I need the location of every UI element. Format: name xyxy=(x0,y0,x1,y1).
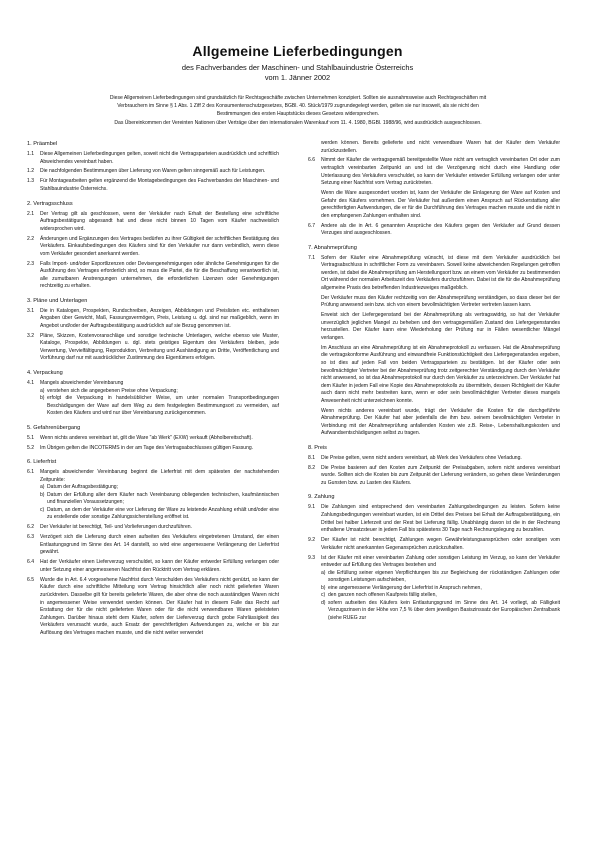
clause xyxy=(27,577,279,637)
clause-text: Für Montagearbeiten gelten ergänzend die Montagebedingungen des Fachverbandes der Maschinen- und Stahlbauindustrie Österreichs. xyxy=(40,178,279,192)
clause xyxy=(27,261,279,291)
sub-clause-letter: b) xyxy=(40,395,45,402)
clause xyxy=(308,255,560,293)
clause xyxy=(308,455,560,463)
clause-number: 6.3 xyxy=(27,534,35,541)
section-heading: 5. Gefahrenübergang xyxy=(27,424,81,431)
intro-line: Bestimmungen des ersten Hauptstücks dieses Gesetzes widersprechen. xyxy=(216,111,380,118)
clause-text: Änderungen und Ergänzungen des Vertrages bedürfen zu ihrer Gültigkeit der schriftlichen Bestätigung des Verkäufers. Einkaufsbedingungen des Käufers sind für den Verkäufer nur dann verbindlich, wenn diese vom Verkäufer gesondert anerkannt werden. xyxy=(40,235,279,257)
clause-number: 8.1 xyxy=(308,454,316,461)
clause-number: 6.2 xyxy=(27,524,35,531)
clause-text: Im Übrigen gelten die INCOTERMS in der am Tage des Vertragsabschlusses gültigen Fassung. xyxy=(40,444,254,451)
clause-number: 5.2 xyxy=(27,444,35,451)
clause-number: 2.1 xyxy=(27,210,35,217)
clause xyxy=(27,211,279,234)
document-subtitle: des Fachverbandes der Maschinen- und Stahlbauindustrie Österreichs xyxy=(181,63,414,72)
clause xyxy=(308,537,560,552)
clause xyxy=(27,445,279,453)
clause-text: Nimmt der Käufer die vertragsgemäß bereitgestellte Ware nicht am vertraglich vereinbarten Ort oder zum vertraglich vereinbarten Zeitpunkt an und ist die Verzögerung nicht durch eine Handlung oder Unterlassung des Verkäufers verschuldet, so kann der Verkäufer entweder Erfüllung verlangen oder unter Setzung einer Nachfrist vom Vertrag zurücktreten. xyxy=(321,157,560,187)
clause-text: Andere als die in Art. 6 genannten Ansprüche des Käufers gegen den Verkäufer auf Grund dessen Verzuges sind ausgeschlossen. xyxy=(321,222,560,237)
clause xyxy=(308,223,560,238)
clause-number: 3.1 xyxy=(27,307,35,314)
clause-text: Der Käufer ist nicht berechtigt, Zahlungen wegen Gewährleistungsansprüchen oder sonstigen vom Verkäufer nicht anerkannten Gegenansprüchen zurückzuhalten. xyxy=(321,537,560,551)
section-heading: 2. Vertragsschluss xyxy=(27,200,73,207)
clause-number: 6.5 xyxy=(27,576,35,583)
clause xyxy=(308,465,560,488)
sub-clause xyxy=(321,570,560,585)
sub-clause xyxy=(40,395,279,418)
intro-line: Diese Allgemeinen Lieferbedingungen sind grundsätzlich für Rechtsgeschäfte zwischen Unternehmen konzipiert. Sollten sie ausnahmsweise auch Rechtsgeschäften mit xyxy=(109,95,487,101)
sub-clause-text: erfolgt die Verpackung in handelsüblicher Weise, um unter normalen Transportbedingungen Beschädigungen der Ware auf dem Weg zu dem festgelegten Bestimmungsort zu vermeiden, auf Kosten des Käufers und wird nur über Vereinbarung zurückgenommen. xyxy=(47,395,279,417)
clause xyxy=(27,559,279,574)
sub-clause xyxy=(40,492,279,507)
clause-number: 6.6 xyxy=(308,157,316,164)
clause-text: Falls Import- und/oder Exportlizenzen oder Devisengenehmigungen oder ähnliche Genehmigungen für die Ausführung des Vertrages erforderlich sind, so muss die Partei, die für die Beschaffung verantwortlich ist, alle zumutbaren Anstrengungen unternehmen, die erforderlichen Lizenzen oder Genehmigungen rechtzeitig zu erhalten. xyxy=(40,260,279,290)
clause xyxy=(27,168,279,176)
sub-clause xyxy=(321,592,560,600)
sub-clause xyxy=(321,585,560,593)
clause-number: 9.2 xyxy=(308,537,316,544)
sub-clause-letter: c) xyxy=(40,506,45,513)
clause-text: Der Verkäufer ist berechtigt, Teil- und Vorlieferungen durchzuführen. xyxy=(40,524,192,531)
clause-text: Diese Allgemeinen Lieferbedingungen gelten, soweit nicht die Vertragsparteien ausdrücklich und schriftlich Abweichendes vereinbart haben. xyxy=(40,151,279,165)
sub-clause-letter: c) xyxy=(321,592,326,599)
clause-text: Mangels abweichender Vereinbarung beginnt die Lieferfrist mit dem spätesten der nachstehenden Zeitpunkte: xyxy=(40,469,279,483)
sub-clause-letter: b) xyxy=(321,584,326,591)
section-heading: 6. Lieferfrist xyxy=(27,459,57,466)
clause-text: Verzögert sich die Lieferung durch einen aufseiten des Verkäufers eingetretenen Umstand, der einen Entlastungsgrund im Sinne des Art. 14 darstellt, so wird eine angemessene Verlängerung der Lieferfrist gewährt. xyxy=(40,534,279,556)
intro-line: Verbrauchern im Sinne § 1 Abs. 1 Ziff 2 des Konsumentenschutzgesetzes, BGBl. 40. Stück/1979 zugrundegelegt werden, gelten sie nur insoweit, als sie nicht den xyxy=(117,103,479,110)
clause-text: Pläne, Skizzen, Kostenvoranschläge und sonstige technische Unterlagen, welche ebenso wie Muster, Kataloge, Prospekte, Abbildungen u. dgl. stets geistiges Eigentum des Verkäufers bleiben, jede Verwertung, Vervielfältigung, Reproduktion, Verbreitung und Aushändigung an Dritte, Veröffentlichung und Vorführung darf nur mit ausdrücklicher Zustimmung des Eigentümers erfolgen. xyxy=(40,332,279,362)
clause-number: 5.1 xyxy=(27,434,35,441)
clause xyxy=(27,333,279,363)
section-heading: 8. Preis xyxy=(308,444,327,451)
clause-paragraph: Wenn nichts anderes vereinbart wurde, trägt der Verkäufer die Kosten für die durchgeführte Abnahmeprüfung. Der Käufer hat aber jedenfalls die ihm bzw. seinem bevollmächtigten Vertreter in Verbindung mit der Abnahmeprüfung anfallenden Kosten wie z.B. Reise-, Lebenshaltungskosten und Aufwandsentschädigungen selbst zu tragen. xyxy=(321,407,560,437)
section-heading: 9. Zahlung xyxy=(308,494,335,501)
sub-clause xyxy=(40,507,279,522)
clause xyxy=(308,555,560,623)
clause-number: 1.3 xyxy=(27,178,35,185)
document-date: vom 1. Jänner 2002 xyxy=(264,73,331,82)
sub-clause-text: sofern aufseiten des Käufers kein Entlastungsgrund im Sinne des Art. 14 vorliegt, ab Fälligkeit Verzugszinsen in der Höhe von 7,5 % über dem jeweiligen Basiszinssatz der Europäischen Zentralbank (siehe RUEG zur xyxy=(328,599,560,621)
clause-body xyxy=(40,380,279,418)
clause xyxy=(27,178,279,193)
section-heading: 7. Abnahmeprüfung xyxy=(308,244,357,251)
clause-text: Ist der Käufer mit einer vereinbarten Zahlung oder sonstigen Leistung im Verzug, so kann der Verkäufer entweder auf Erfüllung des Vertrages bestehen und xyxy=(321,554,560,569)
sub-clause-letter: a) xyxy=(40,387,45,394)
clause xyxy=(308,504,560,534)
sub-clause-text: eine angemessene Verlängerung der Lieferfrist in Anspruch nehmen, xyxy=(328,584,482,591)
section-heading: 3. Pläne und Unterlagen xyxy=(27,297,88,304)
clause-text: Wurde die in Art. 6.4 vorgesehene Nachfrist durch Verschulden des Verkäufers nicht genützt, so kann der Käufer durch eine schriftliche Mitteilung vom Vertrag hinsichtlich aller noch nicht gelieferten Waren zurücktreten. Dasselbe gilt für bereits gelieferte Waren, die aber ohne die noch ausständigen Waren nicht in angemessener Weise verwendet werden können. Der Käufer hat in diesem Falle das Recht auf Erstattung der für die nicht gelieferten Waren oder für die nicht verwendbaren Waren geleisteten Zahlungen. Darüber hinaus steht dem Käufer, sofern der Lieferverzug durch grobe Fahrlässigkeit des Verkäufers verursacht wurde, auch Ersatz der gerechtfertigten Aufwendungen zu, welche er bis zur Auflösung des Vertrages machen musste, und die nicht weiter verwendet xyxy=(40,576,279,636)
document-title: Allgemeine Lieferbedingungen xyxy=(192,43,403,59)
clause xyxy=(27,435,279,443)
sub-clause-letter: b) xyxy=(40,491,45,498)
clause xyxy=(27,236,279,259)
clause-text: Die in Katalogen, Prospekten, Rundschreiben, Anzeigen, Abbildungen und Preislisten etc. enthaltenen Angaben über Gewicht, Maß, Fassungsvermögen, Preis, Leistung u. dgl. sind nur maßgeblich, wenn im Angebot und/oder der Auftragsbestätigung ausdrücklich auf sie Bezug genommen ist. xyxy=(40,307,279,329)
left-column xyxy=(27,140,279,640)
sub-clause xyxy=(321,600,560,623)
clause-number: 9.3 xyxy=(308,554,316,561)
continued-text: werden können. Bereits gelieferte und nicht verwendbare Waren hat der Käufer dem Verkäufer zurückzustellen. xyxy=(321,140,560,154)
sub-clause-text: den ganzen noch offenen Kaufpreis fällig stellen, xyxy=(328,592,437,599)
sub-clause-text: Datum der Erfüllung aller dem Käufer nach Vereinbarung obliegenden technischen, kaufmännischen und finanziellen Voraussetzungen; xyxy=(47,491,279,506)
clause-number: 9.1 xyxy=(308,504,316,511)
clause xyxy=(308,157,560,187)
sub-clause xyxy=(40,388,279,396)
clause-number: 3.2 xyxy=(27,332,35,339)
clause xyxy=(27,380,279,418)
clause xyxy=(27,151,279,166)
clause xyxy=(27,308,279,331)
clause-text: Der Vertrag gilt als geschlossen, wenn der Verkäufer nach Erhalt der Bestellung eine schriftliche Auftragsbestätigung abgesandt hat und diese nicht binnen 10 Tagen vom Käufer nachweislich widersprochen wird. xyxy=(40,210,279,232)
intro-paragraph xyxy=(28,94,568,127)
clause-text: Sofern der Käufer eine Abnahmeprüfung wünscht, ist diese mit dem Verkäufer ausdrücklich bei Vertragsabschluss in schriftlicher Form zu vereinbaren. Soweil keine abweichenden Regelungen getroffen werden, ist dabei die Abnahmeprüfung am Herstellungsort bzw. an einem vom Verkäufer zu bestimmenden Ort während der normalen Arbeitszeit des Verkäufers durchzuführen. Dabei ist die für die Abnahmeprüfung allgemeine Praxis des betreffenden Industriezweiges maßgeblich. xyxy=(321,254,560,291)
clause-paragraph: Der Verkäufer muss den Käufer rechtzeitig von der Abnahmeprüfung verständigen, so dass dieser bei der Prüfung anwesend sein bzw. sich von einem bevollmächtigten Vertreter vertreten lassen kann. xyxy=(321,294,560,309)
section-heading: 4. Verpackung xyxy=(27,369,63,376)
clause-paragraph: Im Anschluss an eine Abnahmeprüfung ist ein Abnahmeprotokoll zu verfassen. Hat die Abnahmeprüfung die vertragskonforme Ausführung und einwandfreie Funktionstüchtigkeit des Liefergegenstandes ergeben, so ist dies auf jeden Fall von beiden Vertragsparteien zu bestätigen. Ist der Käufer oder sein bevollmächtigter Vertreter bei der Abnahmeprüfung trotz zeitgerechter Verständigung durch den Verkäufer nicht anwesend, so ist das Abnahmeprotokoll nur durch den Verkäufer zu unterzeichnen. Der Verkäufer hat dem Käufer in jedem Fall eine Kopie des Abnahmeprotokolls zu übermitteln, dessen Richtigkeit der Käufer auch dann nicht mehr bestreiten kann, wenn er oder sein bevollmächtigter Vertreter dieses mangels Anwesenheit nicht unterzeichnen konnte. xyxy=(321,344,560,404)
sub-clause-text: Datum der Auftragsbestätigung; xyxy=(47,484,118,491)
sub-clause xyxy=(40,484,279,492)
clause-number: 4.1 xyxy=(27,379,35,386)
clause-body xyxy=(321,555,560,623)
clause-number: 6.7 xyxy=(308,222,316,229)
clause-number: 8.2 xyxy=(308,464,316,471)
clause-text: Hat der Verkäufer einen Lieferverzug verschuldet, so kann der Käufer entweder Erfüllung verlangen oder unter Setzung einer angemessenen Nachfrist den Rücktritt vom Vertrag erklären. xyxy=(40,559,279,573)
clause xyxy=(27,469,279,522)
clause-body xyxy=(40,469,279,522)
clause-text: Die Preise gelten, wenn nicht anders vereinbart, ab Werk des Verkäufers ohne Verladung. xyxy=(321,454,522,461)
clause-number: 2.2 xyxy=(27,235,35,242)
clause-text: Mangels abweichender Vereinbarung xyxy=(40,379,124,386)
clause-number: 1.1 xyxy=(27,151,35,157)
clause-number: 6.4 xyxy=(27,559,35,566)
clause-text: Die Preise basieren auf den Kosten zum Zeitpunkt der Preisabgaben, sofern nicht anderes vereinbart wurde. Sollten sich die Kosten bis zum Zeitpunkt der Lieferung verändern, so gehen diese Veränderungen zu Gunsten bzw. zu Lasten des Käufers. xyxy=(321,464,560,486)
right-column xyxy=(308,140,560,625)
clause-paragraph: Erweist sich der Liefergegenstand bei der Abnahmeprüfung als vertragswidrig, so hat der Verkäufer unverzüglich jeglichen Mangel zu beheben und den vertragsgemäßen Zustand des Liefergegenstandes herzustellen. Der Käufer kann eine Wiederholung der Prüfung nur in Fällen wesentlicher Mängel verlangen. xyxy=(321,312,560,341)
clause xyxy=(27,534,279,557)
clause-text: Wenn nichts anderes vereinbart ist, gilt die Ware "ab Werk" (EXW) verkauft (Abholbereitschaft). xyxy=(40,434,253,441)
section-heading: 1. Präambel xyxy=(27,141,58,147)
sub-clause-letter: a) xyxy=(40,484,45,491)
clause-text: Die nachfolgenden Bestimmungen über Lieferung von Waren gelten sinngemäß auch für Leistungen. xyxy=(40,168,266,175)
clause xyxy=(27,524,279,532)
clause-text: Die Zahlungen sind entsprechend den vereinbarten Zahlungsbedingungen zu leisten. Sofern keine Zahlungsbedingungen vereinbart wurden, ist ein Drittel des Preises bei Erhalt der Auftragsbestätigung, ein Drittel bei halber Lieferzeit und der Rest bei Lieferung fällig. Unabhängig davon ist die in der Rechnung enthaltene Umsatzsteuer in jedem Fall bis spätestens 30 Tage nach Rechnungslegung zu bezahlen. xyxy=(321,504,560,534)
sub-clause-letter: a) xyxy=(321,569,326,576)
sub-clause-text: Datum, an dem der Verkäufer eine vor Lieferung der Ware zu leistende Anzahlung erhält und/oder eine zu erstellende oder sonstige Zahlungssicherstellung eröffnet ist. xyxy=(47,506,279,521)
sub-clause-text: verstehen sich die angegebenen Preise ohne Verpackung; xyxy=(47,387,178,394)
clause-number: 1.2 xyxy=(27,168,35,175)
sub-clause-letter: d) xyxy=(321,599,326,606)
clause-number: 6.1 xyxy=(27,469,35,476)
clause-number: 7.1 xyxy=(308,254,316,261)
clause-paragraph: Wenn die Ware ausgesondert worden ist, kann der Verkäufer die Einlagerung der Ware auf Kosten und Gefahr des Käufers vornehmen. Der Verkäufer hat außerdem einen Anspruch auf Rückerstattung aller gerechtfertigten Aufwendungen, die er für die Durchführung des Vertrages machen musste und die nicht in den empfangenen Zahlungen enthalten sind. xyxy=(321,190,560,219)
sub-clause-text: die Erfüllung seiner eigenen Verpflichtungen bis zur Begleichung der rückständigen Zahlungen oder sonstigen Leistungen aufschieben, xyxy=(328,569,560,584)
intro-line: Das Übereinkommen der Vereinten Nationen über Verträge über den internationalen Warenkauf vom 11. 4. 1980, BGBl. 1988/96, wird ausdrücklich ausgeschlossen. xyxy=(114,119,482,126)
clause-number: 2.3 xyxy=(27,260,35,267)
